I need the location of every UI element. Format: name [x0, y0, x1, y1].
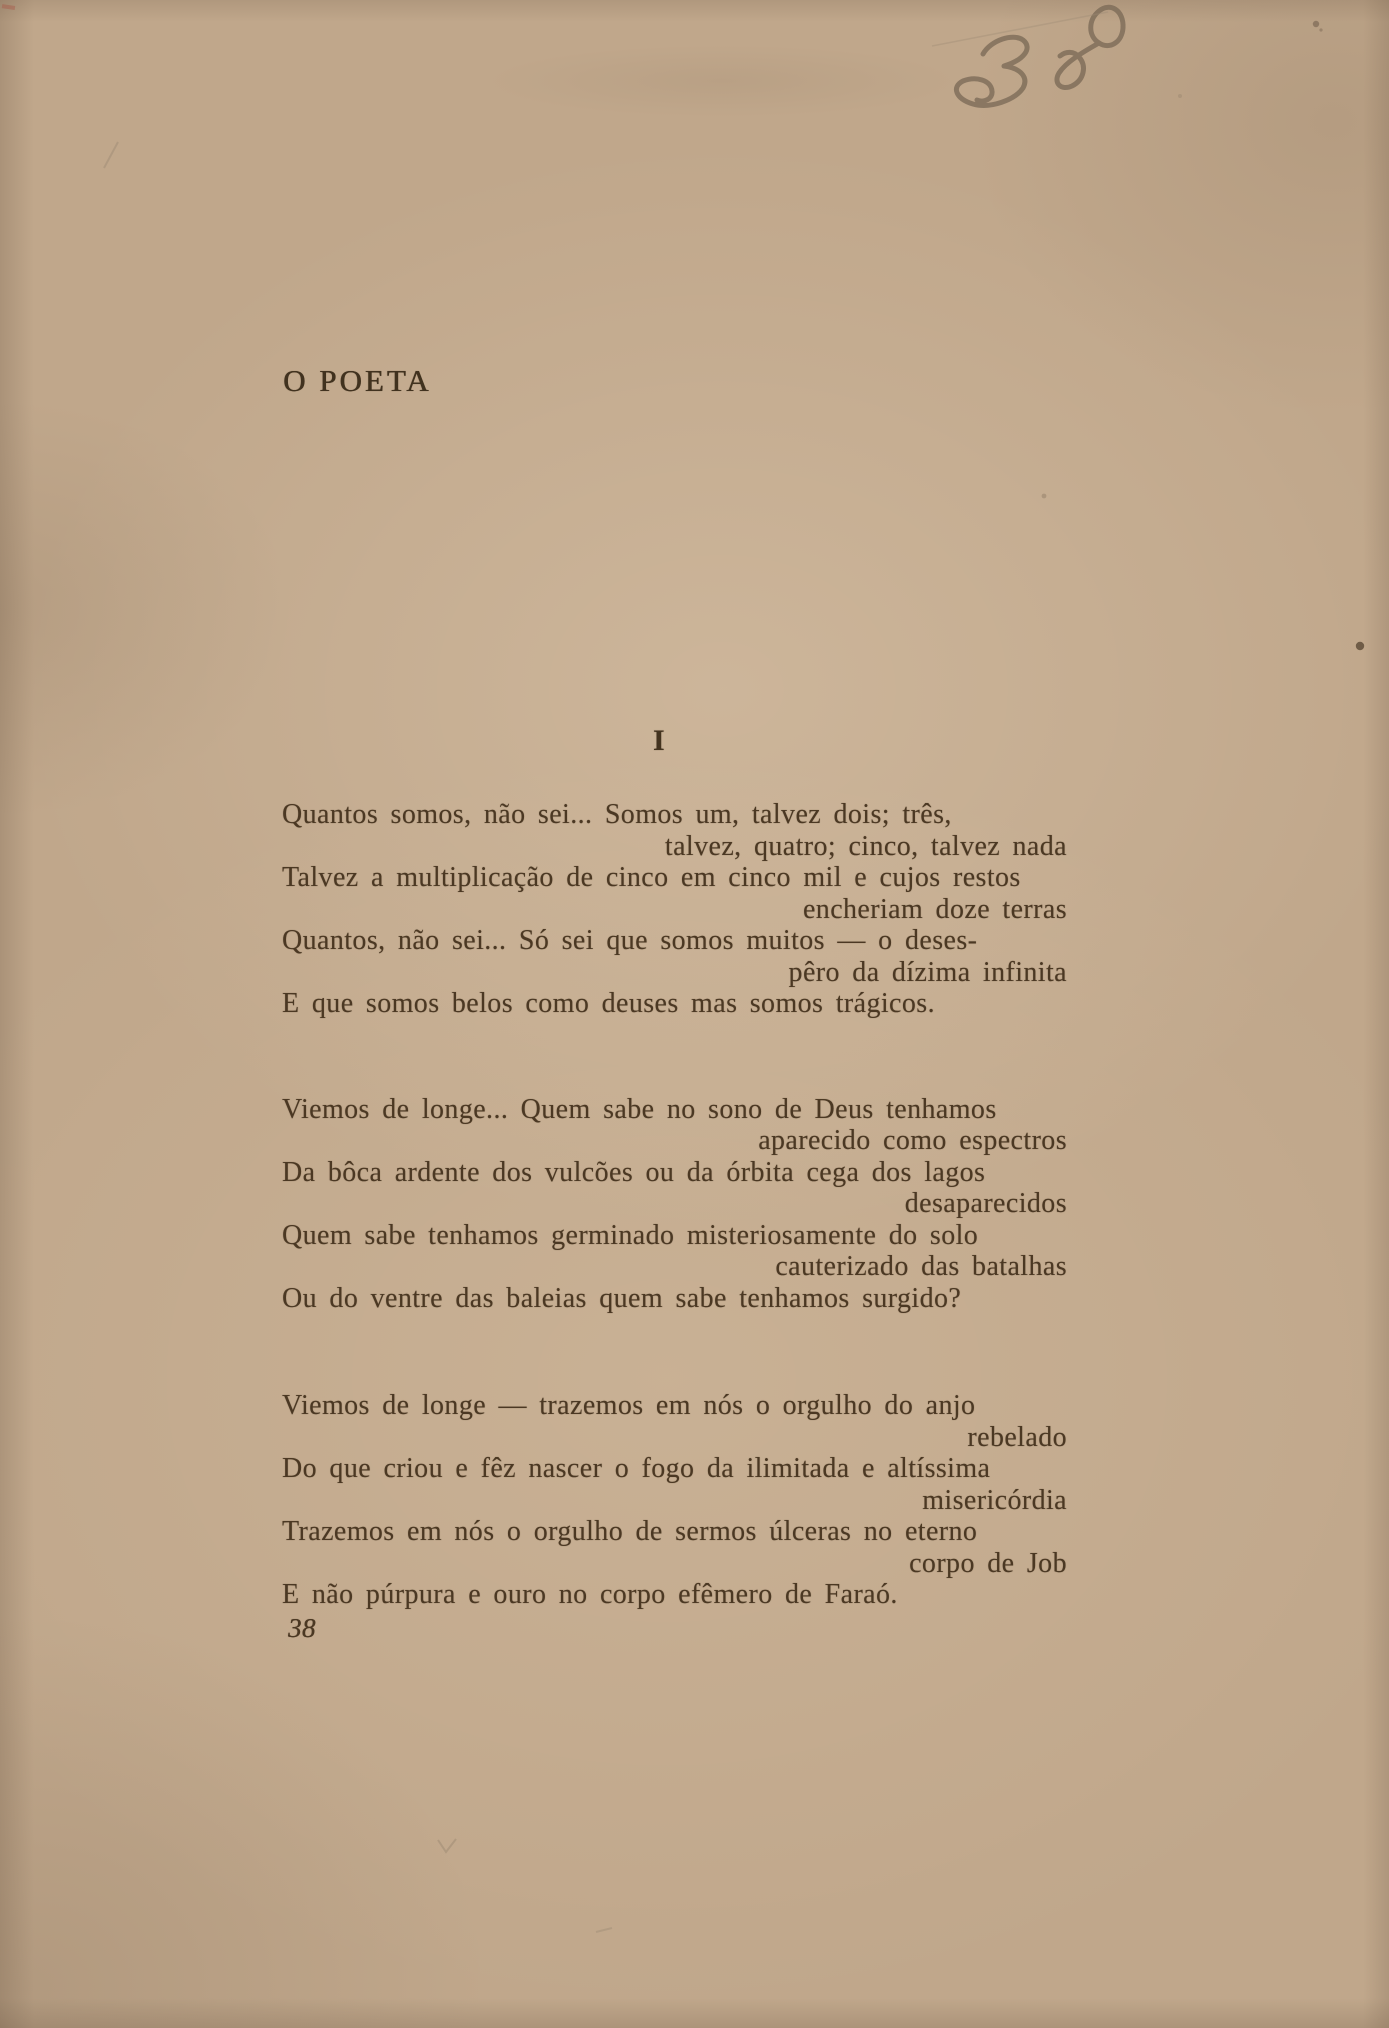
poem-line: rebelado: [967, 1421, 1067, 1453]
poem: [282, 799, 1072, 1644]
poem-line: Trazemos em nós o orgulho de sermos úlceras no eterno: [282, 1516, 978, 1547]
poem-line: E que somos belos como deuses mas somos trágicos.: [282, 988, 935, 1019]
poem-line: E não púrpura e ouro no corpo efêmero de Faraó.: [282, 1579, 898, 1610]
poem-line: Viemos de longe... Quem sabe no sono de Deus tenhamos: [282, 1093, 997, 1125]
poem-line: Quantos somos, não sei... Somos um, talvez dois; três,: [282, 799, 952, 830]
poem-line: Do que criou e fêz nascer o fogo da ilimitada e altíssima: [282, 1453, 991, 1484]
poem-line: cauterizado das batalhas: [775, 1251, 1067, 1282]
poem-line: Da bôca ardente dos vulcões ou da órbita cega dos lagos: [282, 1156, 986, 1188]
page-title: O POETA: [283, 363, 432, 398]
stanza-3: [282, 1390, 1072, 1611]
poem-line: encheriam doze terras: [802, 893, 1067, 925]
section-numeral: I: [653, 724, 665, 757]
poem-line: talvez, quatro; cinco, talvez nada: [664, 830, 1067, 862]
stanza-1: [282, 799, 1072, 1020]
poem-line: Quem sabe tenhamos germinado misteriosamente do solo: [282, 1219, 979, 1251]
page-number: 38: [288, 1612, 316, 1643]
poem-line: Talvez a multiplicação de cinco em cinco mil e cujos restos: [282, 862, 1021, 893]
poem-line: Viemos de longe — trazemos em nós o orgulho do anjo: [282, 1390, 976, 1421]
poem-line: desaparecidos: [904, 1188, 1067, 1219]
poem-line: misericórdia: [922, 1484, 1067, 1516]
stanza-2: [282, 1094, 1072, 1315]
poem-line: corpo de Job: [909, 1547, 1067, 1579]
pencil-digits-icon: [930, 0, 1190, 140]
poem-line: Ou do ventre das baleias quem sabe tenhamos surgido?: [282, 1282, 962, 1314]
poem-line: pêro da dízima infinita: [788, 956, 1067, 988]
poem-line: Quantos, não sei... Só sei que somos muitos — o deses-: [282, 925, 978, 956]
poem-line: aparecido como espectros: [758, 1125, 1067, 1156]
handwritten-page-number: [930, 0, 1190, 140]
